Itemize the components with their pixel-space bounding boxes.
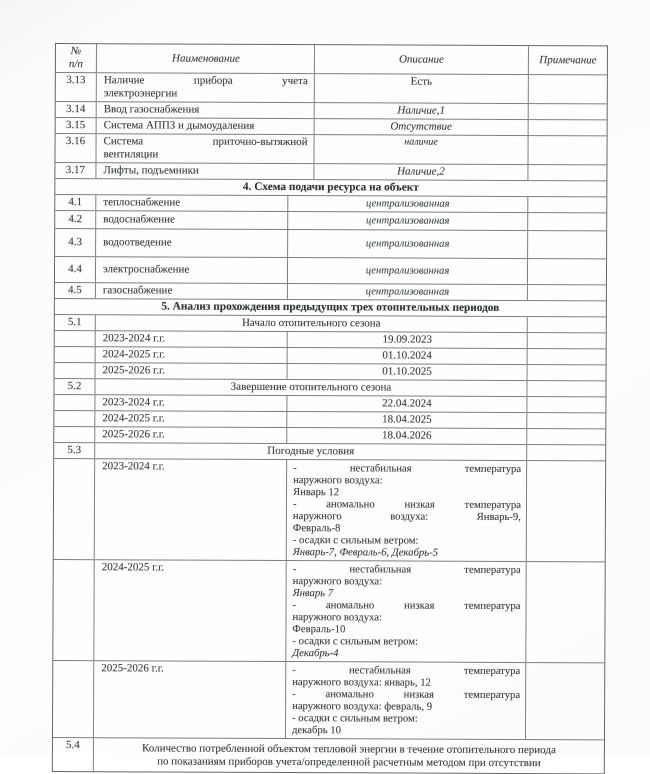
description-value: централизованная [365, 286, 450, 298]
note-cell [528, 75, 607, 103]
row-number-cell [56, 73, 96, 101]
note-cell [526, 413, 605, 428]
table-row-3.14 [56, 101, 607, 119]
header-name-label: Наименование [171, 52, 240, 65]
name-text-line: Лифты, подъемники [103, 164, 199, 177]
note-cell [527, 285, 606, 300]
column-header-num [56, 44, 96, 72]
description-cell [287, 230, 527, 258]
period-value-cell [287, 364, 527, 380]
spanning-text-line: по показаниям приборов учета/определенной расчетным методом при отсутствии [157, 754, 541, 769]
period-label-cell [93, 661, 285, 738]
subsection-row-5.3 [54, 442, 605, 460]
weather-text-line: - осадки с сильным ветром: [292, 712, 418, 725]
note-cell [527, 259, 606, 284]
description-value: Наличие,2 [397, 165, 445, 178]
period-label: 2024-2025 г.г. [102, 412, 165, 425]
weather-text-line: наружного воздуха: [293, 474, 383, 487]
weather-text-line: - нестабильная температура [292, 664, 521, 678]
weather-text-line: наружного воздуха: [292, 575, 383, 588]
section-title: 4. Схема подачи ресурса на объект [242, 180, 419, 194]
row-number: 3.13 [66, 74, 86, 87]
period-value-cell [286, 396, 526, 412]
table-row-5.4 [53, 737, 604, 773]
note-cell [527, 349, 606, 364]
note-cell [525, 562, 604, 662]
period-value: 22.04.2024 [382, 397, 432, 410]
description-value: централизованная [366, 198, 450, 210]
name-text-line: вентиляции [103, 148, 159, 161]
name-text-line: водоснабжение [103, 213, 175, 226]
row-number-cell [55, 134, 95, 162]
note-cell [527, 231, 606, 258]
row-number-cell [53, 738, 93, 771]
note-cell [527, 317, 606, 332]
period-value: 18.04.2025 [382, 413, 432, 426]
subsection-row-5.2 [54, 378, 605, 396]
period-label-cell [95, 347, 287, 363]
period-value: 19.09.2023 [382, 333, 432, 346]
weather-text-line: наружного воздуха: Январь-9, [292, 510, 521, 524]
name-cell [95, 195, 287, 211]
period-value-cell [286, 428, 526, 444]
note-cell [526, 429, 605, 444]
name-text-line: Система приточно-вытяжной [103, 135, 308, 149]
period-value-cell [287, 348, 527, 364]
weather-text-line: Декабрь-4 [292, 647, 339, 660]
weather-text-line: наружного воздуха: [292, 611, 383, 624]
row-number: 4.3 [68, 236, 83, 249]
period-row [54, 426, 605, 444]
description-value: наличие [404, 136, 438, 148]
table-row-4.2 [55, 210, 606, 230]
table-row-4.3 [55, 228, 606, 258]
weather-text-line: Январь 12 [293, 486, 340, 499]
weather-text-line: - аномально низкая температура [292, 599, 521, 613]
passport-requirements-table [52, 43, 608, 774]
period-label: 2025-2026 г.г. [101, 662, 164, 675]
period-label: 2025-2026 г.г. [102, 428, 165, 441]
row-number-cell [56, 102, 96, 117]
note-cell [526, 445, 605, 460]
section-header-row [55, 178, 606, 196]
description-value: Наличие,1 [397, 104, 446, 117]
note-cell [528, 104, 607, 119]
description-value: централизованная [365, 265, 450, 277]
section-header-cell [55, 299, 606, 316]
weather-text-line: Январь-7, Февраль-6, Декабрь-5 [292, 546, 439, 559]
period-label: 2024-2025 г.г. [102, 348, 166, 361]
description-cell [314, 119, 528, 135]
header-note-label: Примечание [539, 53, 597, 66]
name-text-line: Ввод газоснабжения [103, 103, 200, 116]
table-row-3.15 [56, 117, 607, 135]
description-cell [287, 196, 527, 212]
subsection-title: Погодные условия [267, 444, 355, 458]
note-cell [527, 365, 606, 380]
column-header-name [96, 44, 314, 73]
period-row [54, 394, 605, 412]
name-text-line: Система АППЗ и дымоудаления [103, 119, 255, 132]
table-row-4.1 [55, 194, 606, 212]
weather-row [54, 458, 605, 561]
note-cell [527, 197, 606, 212]
row-number: 4.5 [68, 284, 82, 297]
subsection-title: Завершение отопительного сезона [230, 380, 392, 394]
section-title: 5. Анализ прохождения предыдущих трех отопительных периодов [161, 300, 500, 314]
header-description-label: Описание [398, 53, 444, 66]
note-cell [525, 663, 604, 739]
description-cell [287, 212, 527, 230]
row-number-cell [56, 118, 96, 133]
note-cell [527, 333, 606, 348]
subsection-title-cell [94, 443, 526, 460]
period-label-cell [93, 560, 285, 661]
row-number-cell [55, 347, 95, 362]
period-label-cell [94, 411, 286, 427]
description-value: Есть [410, 75, 433, 88]
period-row [54, 410, 605, 428]
subsection-title-cell [95, 315, 527, 332]
note-cell [527, 136, 606, 164]
row-number: 5.2 [67, 380, 82, 393]
row-number: 4.2 [68, 213, 83, 226]
row-number: 5.4 [66, 739, 80, 752]
name-cell [96, 73, 314, 102]
weather-description-cell [286, 460, 526, 561]
name-text-line: электроснабжение [102, 263, 190, 276]
name-cell [95, 211, 287, 229]
name-cell [95, 229, 287, 257]
period-row [55, 362, 606, 380]
header-num-line: п/п [68, 58, 83, 71]
row-number: 3.14 [66, 103, 86, 116]
row-number-cell [55, 211, 95, 228]
period-row [55, 330, 606, 348]
name-text-line: Наличие прибора учета [103, 74, 308, 88]
table-row-3.13 [56, 72, 607, 103]
period-label: 2025-2026 г.г. [102, 364, 166, 377]
row-number-cell [55, 363, 95, 378]
period-label-cell [95, 331, 287, 347]
note-cell [527, 213, 606, 230]
row-number: 4.4 [68, 263, 82, 276]
row-number-cell [54, 459, 94, 559]
table-row-4.4 [55, 256, 606, 284]
name-text-line: электроэнергии [103, 87, 178, 100]
subsection-row-5.1 [55, 314, 606, 332]
spanning-text-line: Количество потребленной объектом тепловой энергии в течение отопительного периода [141, 741, 556, 756]
period-label: 2023-2024 г.г. [102, 332, 166, 345]
table-row-3.17 [55, 162, 606, 180]
name-text-line: теплоснабжение [103, 196, 181, 209]
section-header-row [55, 298, 606, 316]
note-cell [528, 120, 607, 135]
name-cell [96, 118, 314, 134]
note-cell [526, 461, 605, 561]
row-number: 5.1 [67, 316, 82, 329]
row-number-cell [55, 315, 95, 330]
note-cell [526, 381, 605, 396]
description-cell [313, 135, 527, 164]
row-number-cell [53, 661, 93, 737]
row-number: 5.3 [67, 444, 82, 457]
row-number-cell [53, 560, 93, 660]
weather-text-line: декабрь 10 [291, 724, 342, 737]
description-cell [313, 164, 527, 180]
period-label-cell [94, 459, 286, 560]
weather-description-cell [285, 561, 525, 662]
name-cell [96, 102, 314, 118]
weather-text-line: - нестабильная температура [292, 563, 521, 577]
row-number: 3.16 [65, 135, 86, 148]
row-number: 4.1 [68, 196, 83, 209]
row-number-cell [55, 331, 95, 346]
weather-text-line: - осадки с сильным ветром: [292, 635, 419, 648]
row-number-cell [54, 395, 94, 410]
description-value: Отсутствие [390, 120, 452, 133]
row-number: 3.17 [65, 164, 86, 177]
table-row-3.16 [55, 133, 606, 164]
description-value: централизованная [365, 238, 450, 250]
header-num-line: № [70, 45, 82, 58]
weather-text-line: наружного воздуха: январь, 12 [292, 676, 431, 689]
subsection-title: Начало отопительного сезона [241, 316, 381, 330]
weather-text-line: - нестабильная температура [293, 462, 522, 476]
weather-text-line: Февраль-8 [292, 522, 341, 535]
description-cell [287, 284, 527, 300]
row-number-cell [54, 427, 94, 442]
description-cell [314, 74, 528, 103]
period-value-cell [287, 332, 527, 348]
table-row-4.5 [55, 282, 606, 300]
period-value: 01.10.2025 [382, 365, 432, 378]
period-label: 2023-2024 г.г. [102, 396, 165, 409]
subsection-title-cell [94, 379, 526, 396]
weather-description-cell [285, 662, 525, 739]
period-label: 2023-2024 г.г. [102, 460, 165, 473]
description-cell [314, 103, 528, 119]
name-cell [95, 257, 287, 283]
row-number-cell [54, 443, 94, 458]
row-number: 3.15 [65, 119, 86, 132]
spanning-text-cell [93, 738, 604, 773]
name-cell [95, 163, 313, 179]
row-number-cell [54, 411, 94, 426]
weather-text-line: Февраль-10 [292, 623, 346, 636]
period-value: 18.04.2026 [382, 429, 432, 442]
weather-text-line: - аномально низкая температура [292, 498, 522, 512]
name-cell [95, 283, 287, 299]
column-header-note [528, 46, 607, 74]
row-number-cell [55, 257, 95, 282]
row-number-cell [54, 379, 94, 394]
description-cell [287, 258, 527, 284]
description-value: централизованная [365, 215, 450, 227]
row-number-cell [55, 229, 95, 256]
period-value-cell [286, 412, 526, 428]
weather-row [53, 559, 604, 662]
period-label-cell [95, 363, 287, 379]
note-cell [527, 165, 606, 180]
period-row [55, 346, 606, 364]
weather-text-line: - осадки с сильным ветром: [292, 534, 419, 547]
name-text-line: водоотведение [103, 236, 172, 249]
table-header-row [56, 44, 607, 74]
weather-row [53, 660, 604, 739]
period-value: 01.10.2024 [382, 349, 432, 362]
column-header-description [314, 45, 528, 74]
note-cell [526, 397, 605, 412]
weather-text-line: Январь 7 [292, 587, 334, 600]
weather-text-line: - аномально низкая температура [292, 688, 521, 702]
weather-text-line: наружного воздуха: февраль, 9 [292, 700, 433, 713]
period-label-cell [94, 395, 286, 411]
period-label-cell [94, 427, 286, 443]
period-label: 2024-2025 г.г. [101, 561, 165, 574]
row-number-cell [55, 163, 95, 178]
row-number-cell [55, 283, 95, 298]
section-header-cell [55, 179, 606, 196]
row-number-cell [55, 195, 95, 210]
name-text-line: газоснабжение [102, 284, 173, 297]
name-cell [95, 134, 313, 163]
